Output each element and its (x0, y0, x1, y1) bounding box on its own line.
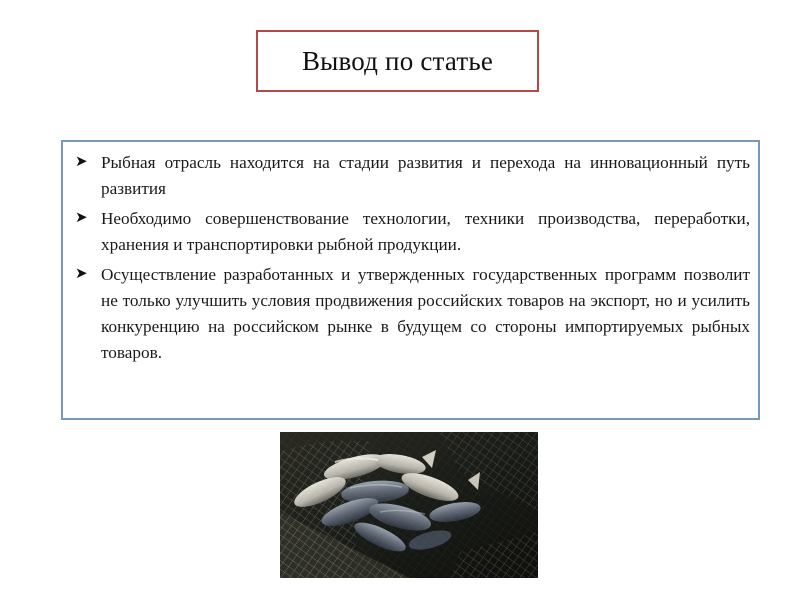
bullet-text: Необходимо совершенствование технологии, техники производства, переработки, хранения и транспортировки рыбной продукции. (101, 209, 750, 254)
bullet-item (71, 262, 750, 366)
arrow-bullet-icon: ➤ (75, 266, 88, 282)
content-box (61, 140, 760, 420)
slide-title: Вывод по статье (301, 45, 494, 76)
title-box (256, 30, 539, 92)
bullet-item (71, 150, 750, 202)
arrow-bullet-icon: ➤ (75, 210, 88, 226)
bullet-item (71, 206, 750, 258)
bullet-list (71, 150, 750, 366)
bullet-text: Осуществление разработанных и утвержденных государственных программ позволит не только улучшить условия продвижения российских товаров на экспорт, но и усилить конкуренцию на российском рынке в будущем со стороны импортируемых рыбных товаров. (101, 265, 750, 362)
bullet-text: Рыбная отрасль находится на стадии развития и перехода на инновационный путь развития (101, 153, 750, 198)
fish-in-net-photo (280, 432, 538, 578)
arrow-bullet-icon: ➤ (75, 154, 88, 170)
